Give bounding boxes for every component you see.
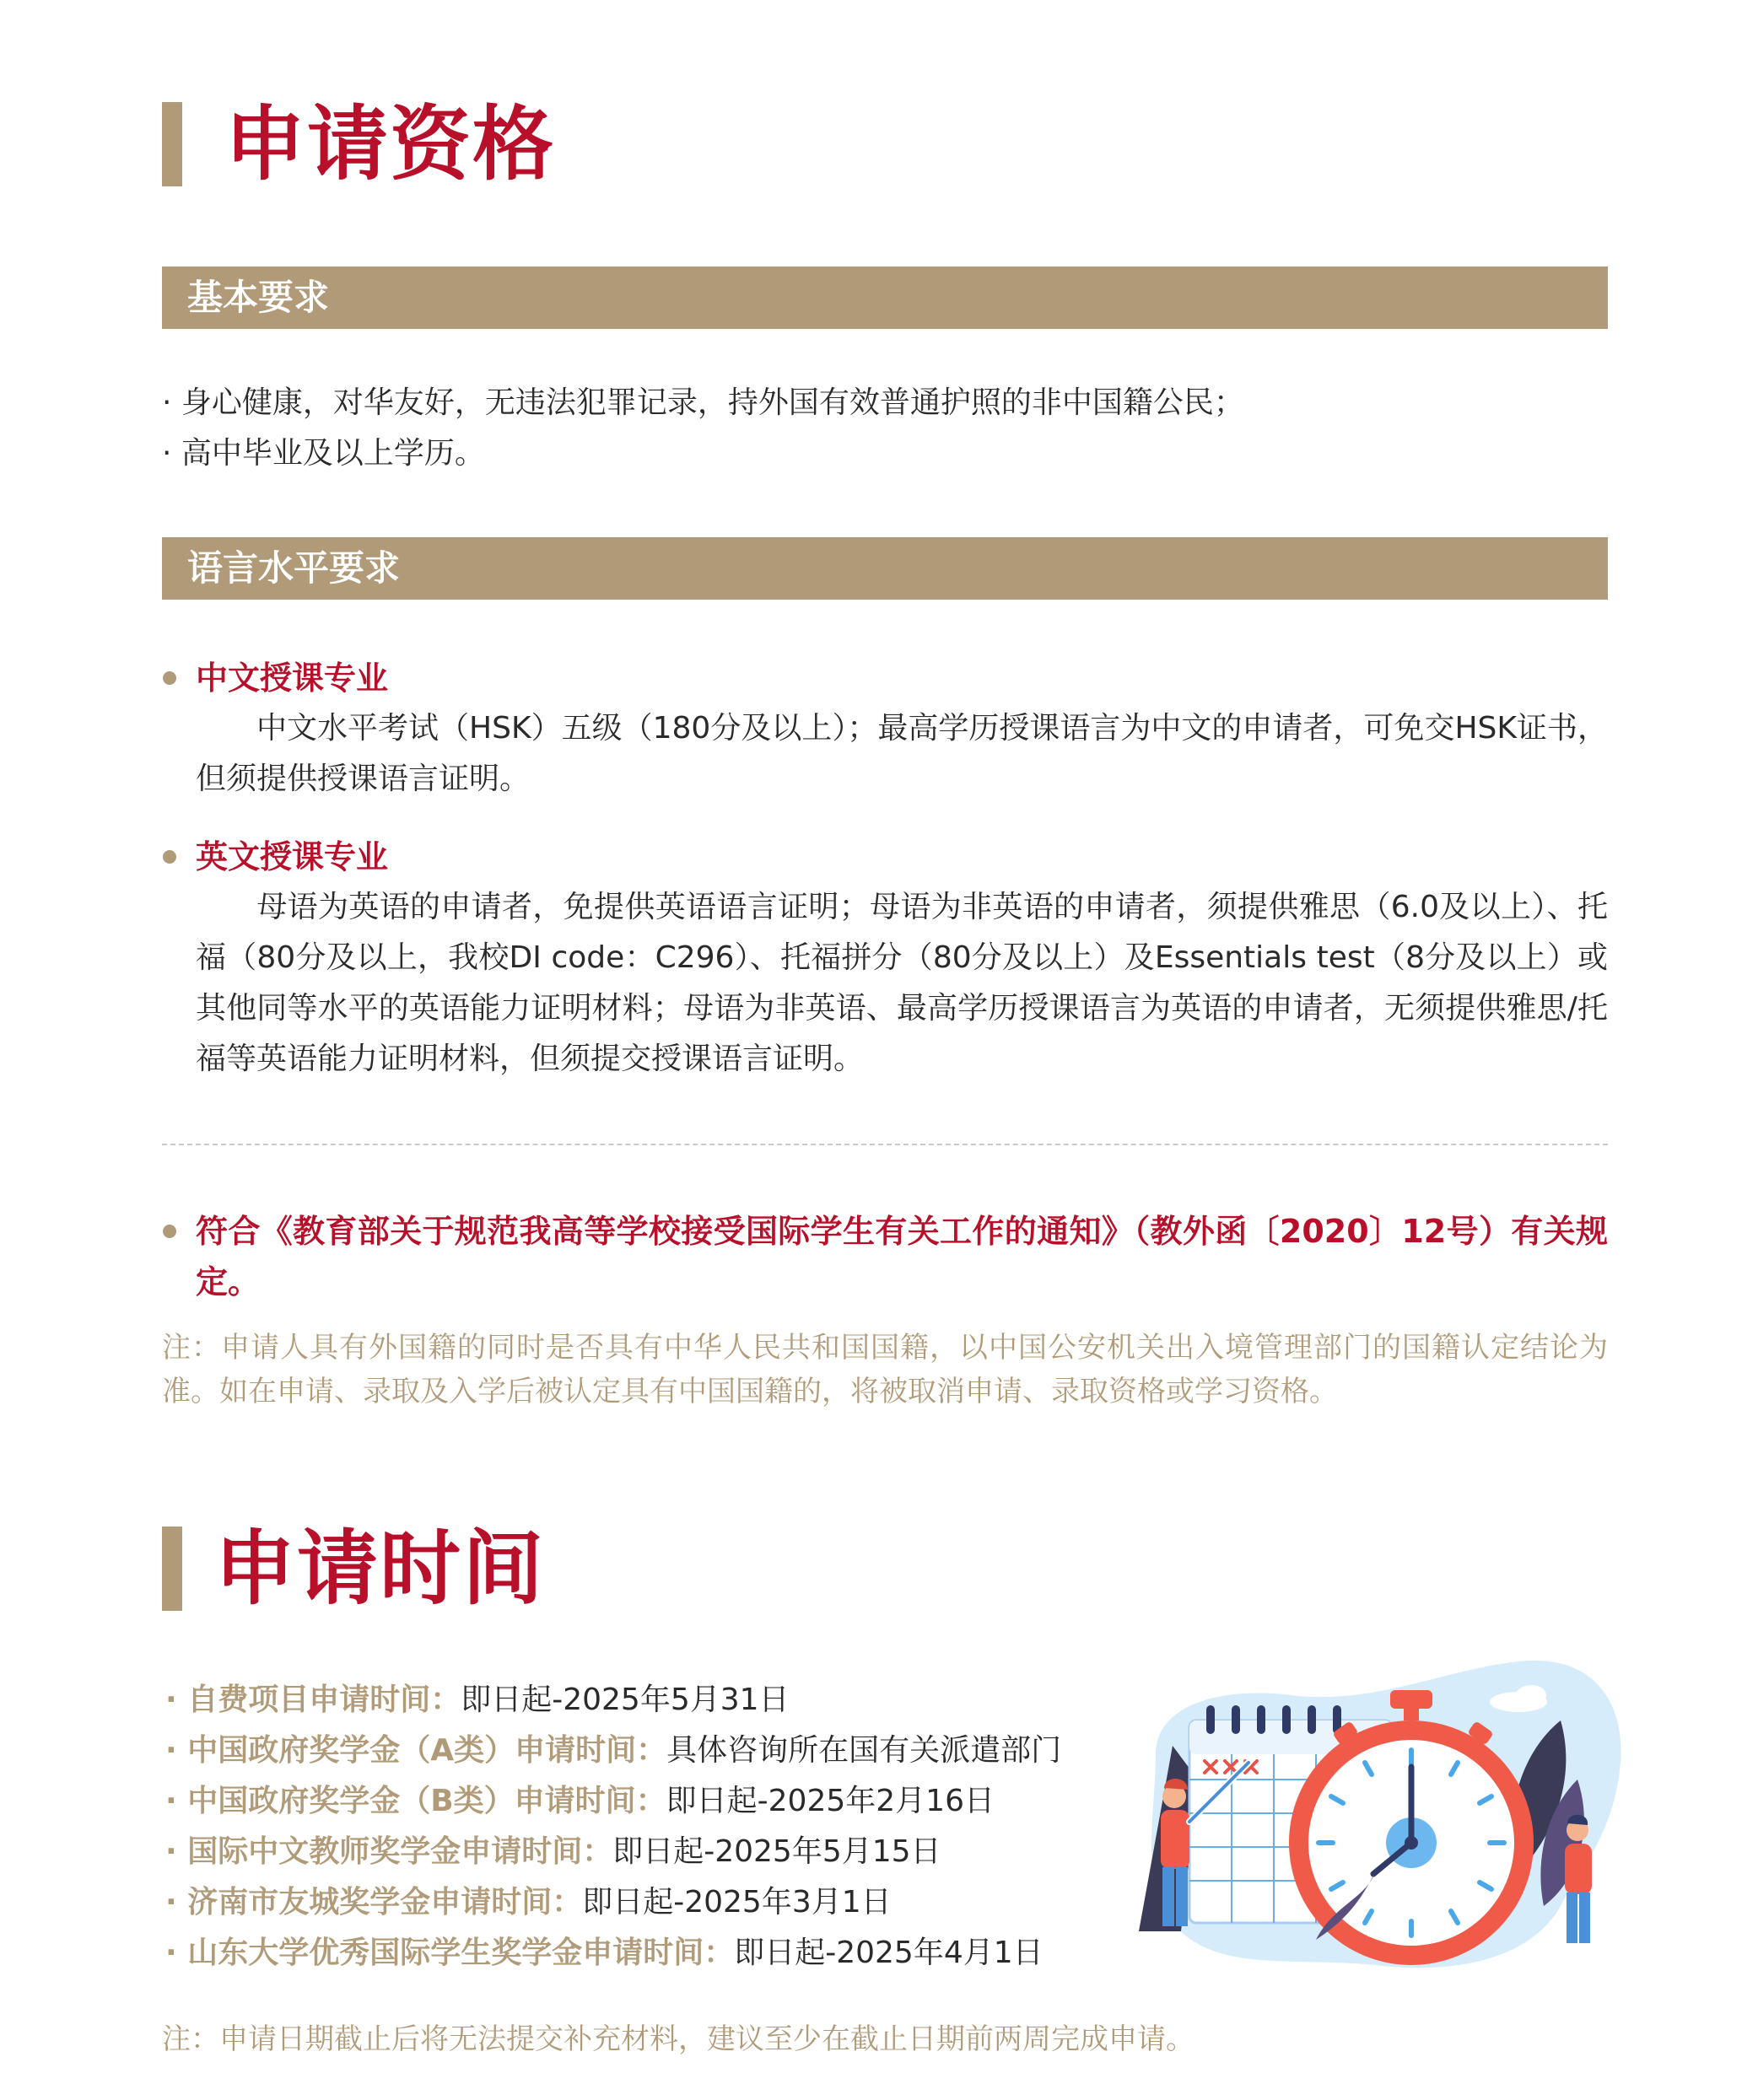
time-row	[165, 1675, 790, 1726]
time-row	[165, 1827, 941, 1877]
bullet-dot	[163, 850, 176, 864]
time-value: 具体咨询所在国有关派遣部门	[666, 1733, 1062, 1768]
time-label: · 山东大学优秀国际学生奖学金申请时间：	[165, 1936, 735, 1970]
heading-bar	[162, 102, 182, 186]
heading-bar	[162, 1527, 182, 1611]
time-value: 即日起-2025年3月1日	[582, 1885, 892, 1920]
basic-requirement-item: · 高中毕业及以上学历。	[162, 436, 485, 471]
time-label: · 国际中文教师奖学金申请时间：	[165, 1834, 613, 1869]
time-value: 即日起-2025年4月1日	[734, 1936, 1043, 1970]
time-value: 即日起-2025年5月15日	[612, 1834, 941, 1869]
calendar-clock-illustration	[1122, 1653, 1628, 1982]
bullet-dot	[163, 1225, 176, 1238]
banner-basic-requirements	[162, 267, 1608, 329]
english-taught-title: 英文授课专业	[196, 838, 389, 875]
time-row	[165, 1928, 1043, 1979]
nationality-note: 注：申请人具有外国籍的同时是否具有中华人民共和国国籍，以中国公安机关出入境管理部门的国籍认定结论为准。如在申请、录取及入学后被认定具有中国国籍的，将被取消申请、录取资格或学习资格。	[162, 1331, 1608, 1408]
time-value: 即日起-2025年5月31日	[461, 1683, 790, 1717]
time-label: · 自费项目申请时间：	[165, 1683, 461, 1717]
time-row	[165, 1726, 1061, 1776]
section-title: 申请资格	[224, 97, 555, 191]
time-row	[165, 1776, 995, 1827]
chinese-taught-title: 中文授课专业	[196, 660, 389, 697]
regulation-text: 符合《教育部关于规范我高等学校接受国际学生有关工作的通知》（教外函〔2020〕12号）有关规定。	[196, 1213, 1608, 1300]
dashed-divider	[162, 1144, 1608, 1145]
banner-label: 语言水平要求	[187, 547, 401, 589]
english-taught-text	[196, 882, 1608, 1085]
time-label: · 中国政府奖学金（A类）申请时间：	[165, 1733, 667, 1768]
time-label: · 中国政府奖学金（B类）申请时间：	[165, 1784, 666, 1818]
time-row	[165, 1877, 892, 1928]
chinese-taught-text	[196, 703, 1608, 805]
section-title: 申请时间	[214, 1521, 545, 1616]
time-label: · 济南市友城奖学金申请时间：	[165, 1885, 583, 1920]
basic-requirement-item: · 身心健康，对华友好，无违法犯罪记录，持外国有效普通护照的非中国籍公民；	[162, 385, 1244, 420]
chinese-taught-text-body: 中文水平考试（HSK）五级（180分及以上）；最高学历授课语言为中文的申请者，可免交HSK证书，但须提供授课语言证明。	[196, 711, 1608, 796]
english-taught-text-body: 母语为英语的申请者，免提供英语语言证明；母语为非英语的申请者，须提供雅思（6.0及以上）、托福（80分及以上，我校DI code：C296）、托福拼分（80分及以上）及Essentials test（8分及以上）或其他同等水平的英语能力证明材料；母语为非英语、最高学历授课语言为英语的申请者，无须提供雅思/托福等英语能力证明材料，但须提交授课语言证明。	[196, 890, 1608, 1076]
deadline-note: 注：申请日期截止后将无法提交补充材料，建议至少在截止日期前两周完成申请。	[162, 2022, 1194, 2056]
time-value: 即日起-2025年2月16日	[666, 1784, 995, 1818]
bullet-dot	[163, 671, 176, 685]
banner-label: 基本要求	[187, 277, 330, 318]
banner-language-requirements	[162, 537, 1608, 600]
